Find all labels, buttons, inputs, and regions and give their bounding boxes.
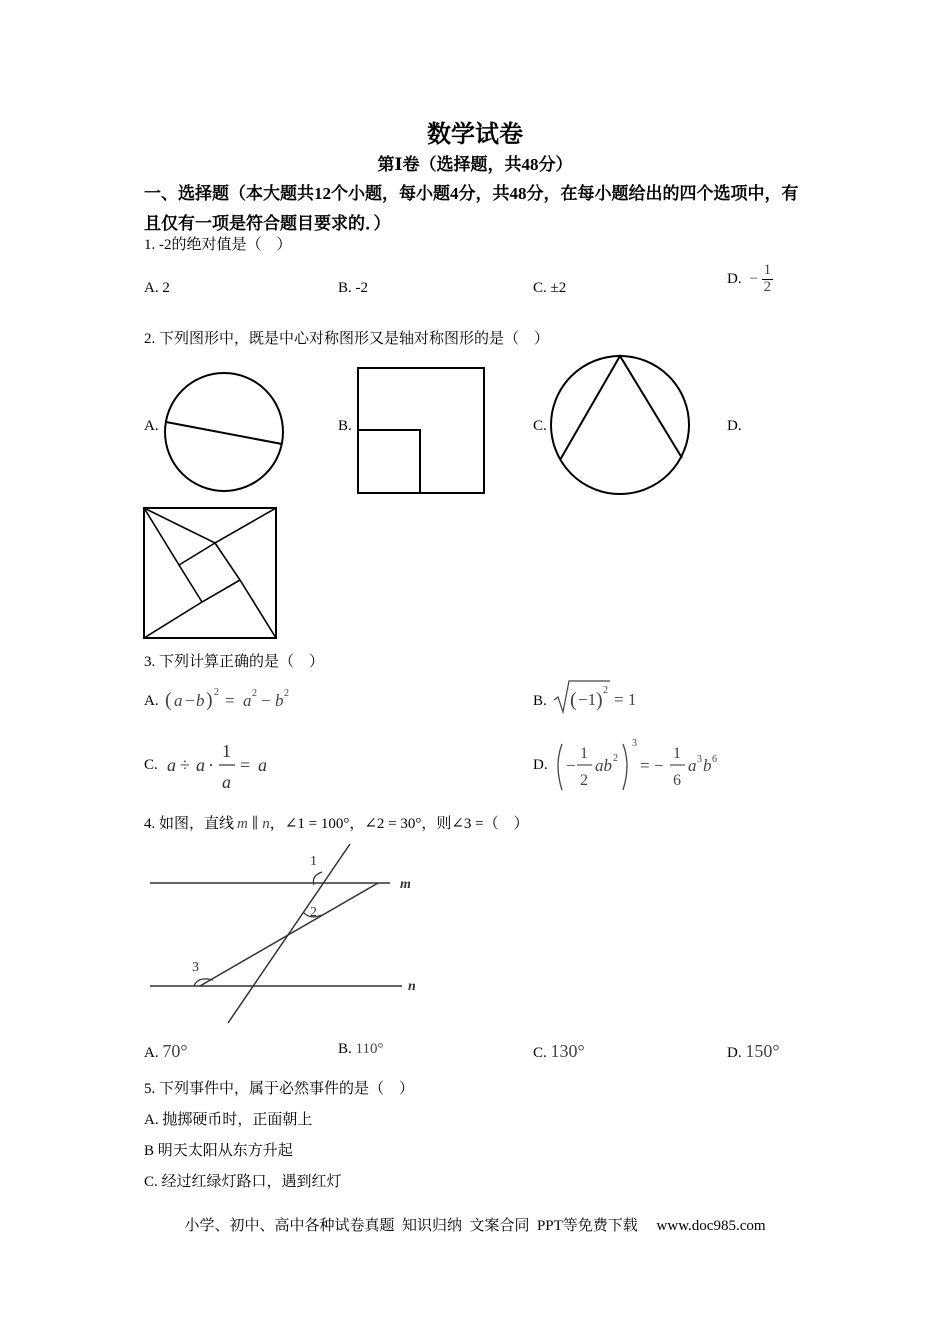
q4-angle-2-label: 2 [310,905,317,920]
svg-text:a: a [688,756,697,775]
svg-text:2: 2 [214,687,219,698]
q5-option-a: A. 抛掷硬币时，正面朝上 [144,1112,313,1128]
svg-text:a: a [222,772,231,792]
q4-stem-parallel: ∥ [247,816,263,832]
q4-option-b-label: B. [338,1041,352,1057]
q2-option-a: A. [144,418,159,434]
q3-formula-d [552,734,732,796]
q4-stem-n: n [262,816,270,832]
q1-option-d [727,263,773,296]
q3-formula-a [165,684,305,714]
svg-text:1: 1 [673,745,681,762]
q1-stem: 1. -2的绝对值是（ ） [144,237,292,253]
q4-option-b [338,1041,383,1058]
q1-option-a: A. 2 [144,280,170,296]
q3-option-b-label: B. [533,693,547,709]
svg-text:= −: = − [640,756,664,775]
svg-text:6: 6 [712,754,717,765]
svg-text:−: − [261,691,271,710]
q4-line-n-label: n [408,979,416,994]
svg-text:b: b [275,691,284,710]
q4-option-a [144,1041,188,1062]
svg-text:a: a [174,691,183,710]
q1-d-numerator: 1 [763,262,772,278]
svg-text:·: · [208,755,214,775]
q2-option-b: B. [338,418,352,434]
q3-option-b [533,693,547,710]
q4-stem-prefix: 4. 如图，直线 [144,816,235,832]
svg-text:3: 3 [697,754,702,765]
svg-text:2: 2 [252,688,257,699]
section-heading: 一、选择题（本大题共12个小题，每小题4分，共48分，在每小题给出的四个选项中，有且仅有一项是符合题目要求的．） [144,184,799,233]
svg-text:= 1: = 1 [614,690,637,709]
q5-stem: 5. 下列事件中，属于必然事件的是（ ） [144,1081,415,1097]
q3-formula-b [552,678,652,716]
svg-text:2: 2 [603,685,608,696]
q2-figure-d [142,505,280,641]
q4-option-c [533,1041,585,1062]
svg-text:1: 1 [222,741,231,761]
q1-option-d-fraction [762,263,774,296]
q3-option-a [144,693,159,710]
svg-text:−1: −1 [578,690,597,709]
svg-text:÷: ÷ [180,755,190,775]
q5-option-c: C. 经过红绿灯路口，遇到红灯 [144,1174,342,1190]
svg-text:2: 2 [284,688,289,699]
svg-text:=: = [240,755,251,775]
svg-text:b: b [703,756,712,775]
q3-option-c [144,757,158,774]
q1-option-d-label: D. [727,270,742,287]
q1-d-denominator: 2 [763,278,772,295]
svg-text:a: a [196,755,205,775]
q2-figure-b [356,366,488,496]
q3-formula-c [165,736,285,794]
svg-text:=: = [225,691,235,710]
q4-figure [140,840,440,1030]
q4-angle-3-label: 3 [192,960,199,975]
q4-option-a-label: A. [144,1045,159,1061]
svg-text:ab: ab [595,756,612,775]
q2-option-c: C. [533,418,547,434]
svg-text:1: 1 [580,745,588,762]
svg-text:−: − [566,756,576,775]
q2-figure-c [548,352,694,498]
q2-figure-a [160,370,290,496]
q3-option-a-label: A. [144,693,159,709]
q4-option-a-value: 70° [162,1041,188,1061]
svg-text:a: a [258,755,267,775]
svg-text:6: 6 [673,772,681,789]
svg-text:−: − [185,691,195,710]
page-title: 数学试卷 [427,122,523,148]
q2-stem: 2. 下列图形中，既是中心对称图形又是轴对称图形的是（ ） [144,331,550,347]
svg-text:2: 2 [580,772,588,789]
svg-text:b: b [196,691,205,710]
q4-option-d-value: 150° [745,1041,780,1061]
svg-text:2: 2 [613,753,618,764]
q4-angle-1-label: 1 [310,854,317,869]
page-subtitle: 第Ⅰ卷（选择题，共48分） [377,155,573,174]
q5-option-b: B 明天太阳从东方升起 [144,1143,293,1159]
page-footer: 小学、初中、高中各种试卷真题 知识归纳 文案合同 PPT等免费下载 www.doc985.com [184,1218,766,1234]
q4-option-b-value: 110° [355,1041,384,1057]
q3-stem: 3. 下列计算正确的是（ ） [144,654,325,670]
svg-text:(: ( [570,689,577,711]
q4-option-d-label: D. [727,1045,742,1061]
q4-stem-m: m [237,816,248,832]
q4-option-c-label: C. [533,1045,547,1061]
svg-text:a: a [167,755,176,775]
q3-option-d-label: D. [533,757,548,773]
svg-text:(: ( [165,689,172,711]
q2-option-d: D. [727,418,742,434]
q1-option-b: B. -2 [338,280,368,296]
svg-text:3: 3 [632,738,637,749]
q3-option-c-label: C. [144,757,158,773]
q1-option-d-sign: − [749,270,758,287]
q4-line-m-label: m [400,877,411,892]
q4-stem-angles: ，∠1 = 100°，∠2 = 30°，则∠3 =（ ） [269,816,529,832]
q4-stem [144,812,529,833]
q4-option-c-value: 130° [550,1041,585,1061]
svg-text:): ) [206,689,213,711]
q1-option-c: C. ±2 [533,280,567,296]
q4-option-d [727,1041,780,1062]
svg-text:a: a [243,691,252,710]
svg-text:): ) [596,689,603,711]
q3-option-d [533,757,548,774]
